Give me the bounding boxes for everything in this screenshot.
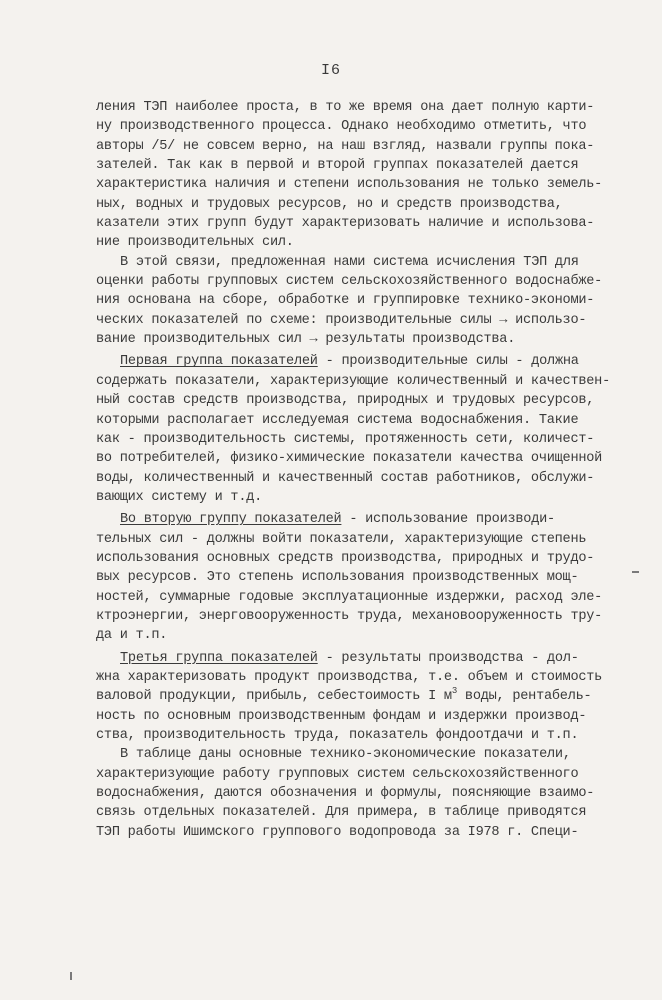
text-line: ТЭП работы Ишимского группового водопровода за I978 г. Специ- bbox=[96, 824, 579, 840]
text-line: содержать показатели, характеризующие количественный и качествен- bbox=[96, 373, 610, 389]
text-line: характеристика наличия и степени использования не только земель- bbox=[96, 177, 603, 193]
text-line: как - производительность системы, протяженность сети, количест- bbox=[96, 431, 595, 447]
text-line: казатели этих групп будут характеризовать наличие и использова- bbox=[96, 216, 595, 232]
text-line: ный состав средств производства, природных и трудовых ресурсов, bbox=[96, 393, 595, 409]
text-line: оценки работы групповых систем сельскохозяйственного водоснабже- bbox=[96, 274, 603, 290]
text-line: ну производственного процесса. Однако необходимо отметить, что bbox=[96, 119, 587, 135]
text-line: вых ресурсов. Это степень использования производственных мощ- bbox=[96, 570, 579, 586]
body-text bbox=[96, 98, 610, 842]
text-line: ных, водных и трудовых ресурсов, но и средств производства, bbox=[96, 196, 563, 212]
text-line: характеризующие работу групповых систем сельскохозяйственного bbox=[96, 766, 579, 782]
text-line: во потребителей, физико-химические показатели качества очищенной bbox=[96, 451, 603, 467]
text-line: ние производительных сил. bbox=[96, 235, 294, 251]
text-line: ностей, суммарные годовые эксплуатационные издержки, расход эле- bbox=[96, 589, 603, 605]
text-line: вание производительных сил → результаты производства. bbox=[96, 332, 516, 348]
heading-group1: Первая группа показателей bbox=[120, 354, 318, 370]
margin-mark bbox=[632, 571, 639, 573]
text-line: водоснабжения, даются обозначения и формулы, поясняющие взаимо- bbox=[96, 786, 595, 802]
text-line: да и т.п. bbox=[96, 628, 168, 644]
heading-group3: Третья группа показателей bbox=[120, 650, 318, 666]
paragraph-group1-first-line: Первая группа показателей - производительные силы - должна bbox=[120, 354, 579, 370]
text-line: ческих показателей по схеме: производительные силы → использо- bbox=[96, 312, 587, 328]
paragraph-group3-first-line: Третья группа показателей - результаты производства - дол- bbox=[120, 650, 579, 666]
text-line: ктроэнергии, энерговооруженность труда, механовооруженность тру- bbox=[96, 608, 603, 624]
heading-group2: Во вторую группу показателей bbox=[120, 512, 342, 528]
text-line: ность по основным производственным фондам и издержки производ- bbox=[96, 708, 587, 724]
page-number: I6 bbox=[320, 62, 341, 79]
text-line: ния основана на сборе, обработке и группировке технико-экономи- bbox=[96, 293, 595, 309]
text-line: В таблице даны основные технико-экономические показатели, bbox=[120, 747, 571, 763]
edge-mark bbox=[70, 972, 72, 980]
superscript: 3 bbox=[451, 686, 457, 697]
text-line: вающих систему и т.д. bbox=[96, 489, 263, 505]
paragraph-group2-first-line: Во вторую группу показателей - использование производи- bbox=[120, 512, 555, 528]
text-line: которыми располагает исследуемая система водоснабжения. Такие bbox=[96, 412, 579, 428]
text-line: тельных сил - должны войти показатели, характеризующие степень bbox=[96, 531, 587, 547]
text-line: В этой связи, предложенная нами система исчисления ТЭП для bbox=[120, 254, 579, 270]
text-line: воды, количественный и качественный состав работников, обслужи- bbox=[96, 470, 595, 486]
text-line: авторы /5/ не совсем верно, на наш взгляд, назвали группы пока- bbox=[96, 138, 595, 154]
text-line: связь отдельных показателей. Для примера, в таблице приводятся bbox=[96, 805, 587, 821]
text-line-with-superscript: валовой продукции, прибыль, себестоимость I $м^3$ воды, рентабель- bbox=[96, 686, 592, 705]
text-line: зателей. Так как в первой и второй группах показателей дается bbox=[96, 158, 579, 174]
text-line: использования основных средств производства, природных и трудо- bbox=[96, 550, 595, 566]
text-line: жна характеризовать продукт производства, т.е. объем и стоимость bbox=[96, 669, 603, 685]
text-line: ления ТЭП наиболее проста, в то же время она дает полную карти- bbox=[96, 100, 595, 115]
text-line: ства, производительность труда, показатель фондоотдачи и т.п. bbox=[96, 728, 579, 743]
